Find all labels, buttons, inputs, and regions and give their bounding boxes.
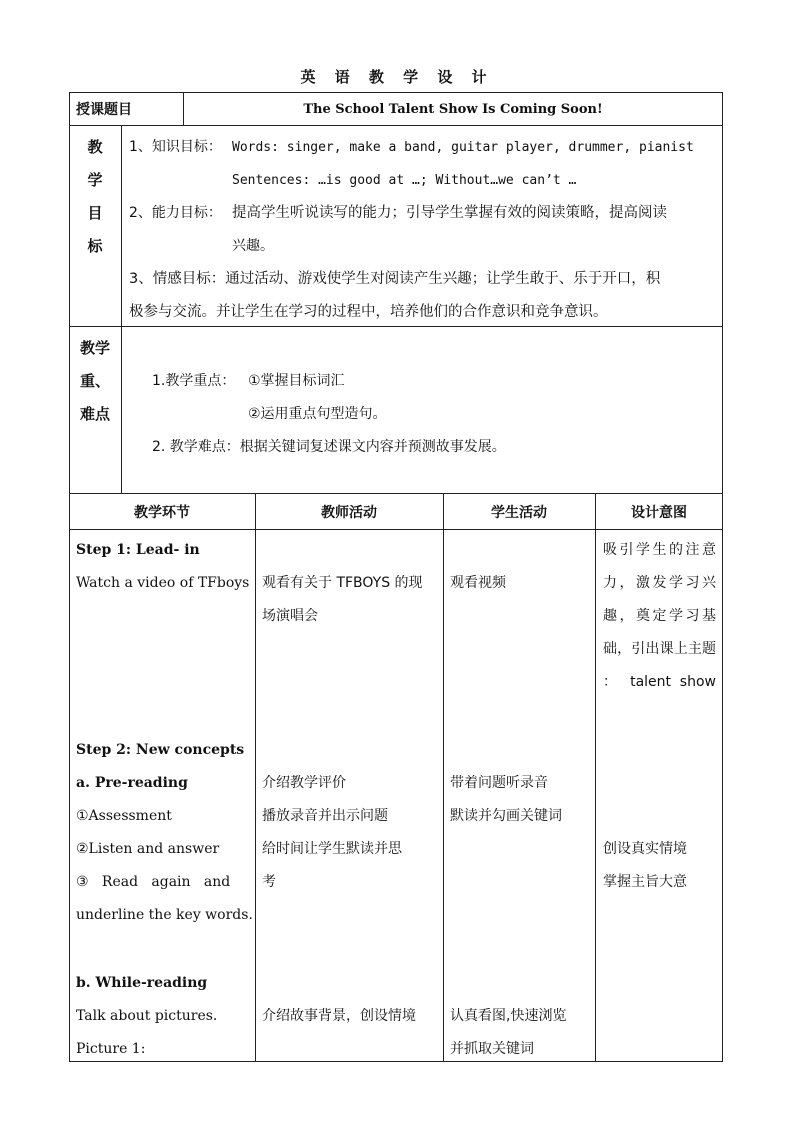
row-divider xyxy=(69,125,723,126)
objectives-label-char: 教 xyxy=(87,138,103,156)
objectives-label-char: 标 xyxy=(87,237,103,255)
knowledge-objective-prefix: 1、知识目标： xyxy=(129,139,222,155)
column-header-stage: 教学环节 xyxy=(134,505,190,521)
step2-teacher-activity: 介绍教学评价 xyxy=(262,775,346,791)
step1-student-activity: 观看视频 xyxy=(450,575,506,591)
step1-description: Watch a video of TFboys xyxy=(76,575,250,591)
pre-reading-item: ③ Read again and xyxy=(76,874,231,890)
step1-teacher-activity: 观看有关于 TFBOYS 的现 xyxy=(262,575,423,591)
step2-student-activity: 默读并勾画关键词 xyxy=(450,808,562,824)
column-header-intent: 设计意图 xyxy=(631,505,687,521)
ability-objective-line: 兴趣。 xyxy=(232,238,274,254)
difficult-point: 2. 教学难点：根据关键词复述课文内容并预测故事发展。 xyxy=(152,439,506,455)
key-points-label-line: 难点 xyxy=(79,405,110,423)
row-divider xyxy=(69,493,723,494)
key-points-label-line: 重、 xyxy=(79,372,110,390)
ability-objective-prefix: 2、能力目标： xyxy=(129,205,222,221)
knowledge-objective-sentences: Sentences: …is good at …; Without…we can’t … xyxy=(232,173,577,188)
step2-teacher-activity: 考 xyxy=(262,874,276,890)
step2-teacher-activity: 播放录音并出示问题 xyxy=(262,808,388,824)
column-header-teacher: 教师活动 xyxy=(321,505,377,521)
ability-objective-line: 提高学生听说读写的能力；引导学生掌握有效的阅读策略，提高阅读 xyxy=(232,205,667,221)
column-header-student: 学生活动 xyxy=(491,505,547,521)
step2-student-activity: 带着问题听录音 xyxy=(450,775,548,791)
column-divider xyxy=(595,493,596,1062)
column-divider xyxy=(255,493,256,1062)
step2-design-intent: 掌握主旨大意 xyxy=(603,874,687,890)
column-divider xyxy=(121,125,122,493)
key-points-label-line: 教学 xyxy=(79,339,110,357)
key-point-item: ①掌握目标词汇 xyxy=(248,373,345,389)
knowledge-objective-words: Words: singer, make a band, guitar player, drummer, pianist xyxy=(232,140,694,155)
step2-teacher-activity: 给时间让学生默读并思 xyxy=(262,841,402,857)
key-point-item: ②运用重点句型造句。 xyxy=(248,406,387,422)
while-reading-student-activity: 并抓取关键词 xyxy=(450,1041,534,1057)
step1-teacher-activity: 场演唱会 xyxy=(262,608,318,624)
emotion-objective-line: 极参与交流。并让学生在学习的过程中，培养他们的合作意识和竞争意识。 xyxy=(129,304,608,320)
step1-title: Step 1: Lead- in xyxy=(76,542,200,558)
step2-design-intent: 创设真实情境 xyxy=(603,841,687,857)
step2-title: Step 2: New concepts xyxy=(76,742,245,758)
while-reading-student-activity: 认真看图,快速浏览 xyxy=(450,1008,567,1024)
while-reading-teacher-activity: 介绍故事背景，创设情境 xyxy=(262,1008,416,1024)
objectives-label-char: 目 xyxy=(87,204,103,222)
step1-design-intent: 吸引学生的注意力，激发学习兴趣，奠定学习基础，引出课上主题 ： talent show xyxy=(603,542,716,690)
emotion-objective-line: 3、情感目标：通过活动、游戏使学生对阅读产生兴趣；让学生敢于、乐于开口，积 xyxy=(129,271,661,287)
key-point-prefix: 1.教学重点： xyxy=(152,373,236,389)
objectives-label-char: 学 xyxy=(87,171,103,189)
pre-reading-item: ①Assessment xyxy=(76,808,172,824)
while-reading-title: b. While-reading xyxy=(76,975,208,991)
topic-label: 授课题目 xyxy=(76,102,132,118)
while-reading-item: Talk about pictures. xyxy=(76,1008,218,1024)
pre-reading-item: ②Listen and answer xyxy=(76,841,220,857)
topic-value: The School Talent Show Is Coming Soon! xyxy=(303,102,603,117)
page-title: 英 语 教 学 设 计 xyxy=(300,68,494,86)
pre-reading-title: a. Pre-reading xyxy=(76,775,188,791)
while-reading-item: Picture 1: xyxy=(76,1041,146,1057)
column-divider xyxy=(443,493,444,1062)
pre-reading-item: underline the key words. xyxy=(76,907,253,923)
